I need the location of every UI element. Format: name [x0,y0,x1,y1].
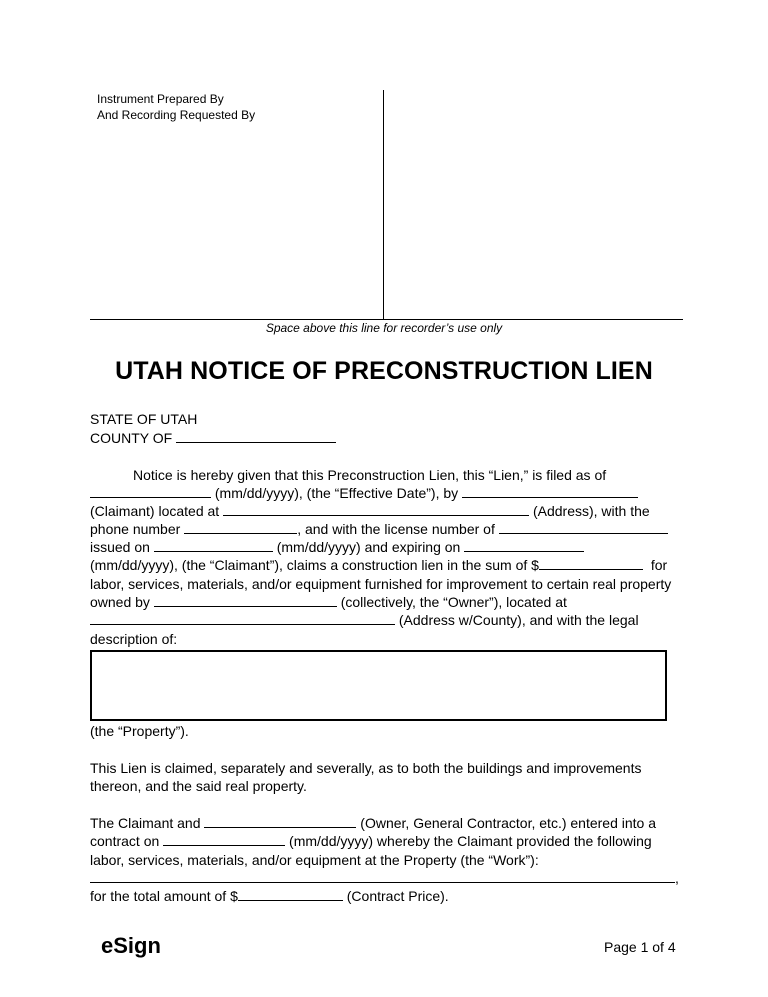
property-address-field[interactable] [90,611,395,625]
para1-line10: description of: [90,631,178,647]
owner-name-field[interactable] [154,593,337,607]
recording-requested-by-label: And Recording Requested By [97,108,256,122]
para3-line4-comma: , [675,870,679,886]
lien-amount-field[interactable] [539,556,643,570]
para3-line1-text-b: (Owner, General Contractor, etc.) entered into a [360,815,656,831]
para1-line7: labor, services, materials, and/or equipment furnished for improvement to certain real property [90,576,672,592]
prepared-by-label: Instrument Prepared By [97,92,224,106]
para1-line8 [90,593,567,611]
claimant-name-field[interactable] [462,484,638,498]
para2-line2: thereon, and the said real property. [90,778,307,794]
para1-line3-text-b: (Address), with the [532,503,650,519]
para1-line2-text: (mm/dd/yyyy), (the “Effective Date”), by [214,485,459,501]
para1-line3-text: (Claimant) located at [90,503,220,519]
para3-line2-text: contract on [90,833,160,849]
para3-line2-text-b: (mm/dd/yyyy) whereby the Claimant provided the following [289,833,652,849]
work-description-field[interactable] [90,869,675,883]
para1-line5-text: issued on [90,539,150,555]
legal-description-box[interactable] [90,650,667,721]
effective-date-field[interactable] [90,484,211,498]
esign-logo: eSign [101,933,161,958]
para1-line2 [90,484,638,502]
para1-line1: Notice is hereby given that this Preconstruction Lien, this “Lien,” is filed as of [133,467,607,483]
para1-line8-text: owned by [90,594,150,610]
page-number: Page 1 of 4 [604,939,676,955]
recorder-divider-vertical [383,90,384,319]
license-number-field[interactable] [499,520,668,534]
recorder-note: Space above this line for recorder’s use only [265,321,503,335]
para1-line4-text-b: , and with the license number of [297,521,495,537]
county-label: COUNTY OF [90,430,173,446]
county-line [90,429,336,447]
para1-line5-text-b: (mm/dd/yyyy) and expiring on [276,539,461,555]
para1-line6-text-b: for [650,557,668,573]
para1-line5 [90,538,584,556]
para1-line4-text: phone number [90,521,181,537]
claimant-address-field[interactable] [223,502,529,516]
para1-line6-text: (mm/dd/yyyy), (the “Claimant”), claims a construction lien in the sum of $ [90,557,539,573]
para3-line1 [90,814,656,832]
para3-line5 [90,887,449,905]
para1-line6 [90,556,667,574]
contract-date-field[interactable] [163,832,285,846]
document-title: UTAH NOTICE OF PRECONSTRUCTION LIEN [115,357,653,385]
para1-line4 [90,520,668,538]
para1-line3 [90,502,650,520]
phone-number-field[interactable] [184,520,297,534]
para1-line9-text: (Address w/County), and with the legal [398,612,639,628]
contract-price-field[interactable] [238,887,343,901]
para3-line5-text: for the total amount of $ [90,888,238,904]
para3-line2 [90,832,652,850]
license-expiration-date-field[interactable] [464,538,584,552]
para3-line3: labor, services, materials, and/or equipment at the Property (the “Work”): [90,852,539,868]
para3-line5-text-b: (Contract Price). [346,888,449,904]
para1-line9 [90,611,639,629]
contracting-party-field[interactable] [204,814,356,828]
para3-line4 [90,869,679,887]
para2-line1: This Lien is claimed, separately and severally, as to both the buildings and improvements [90,760,642,776]
state-line: STATE OF UTAH [90,411,198,427]
county-field[interactable] [176,429,336,443]
license-issued-date-field[interactable] [154,538,273,552]
para3-line1-text: The Claimant and [90,815,201,831]
para1-line8-text-b: (collectively, the “Owner”), located at [340,594,567,610]
property-label: (the “Property”). [90,723,189,739]
recorder-divider-horizontal [90,319,683,320]
